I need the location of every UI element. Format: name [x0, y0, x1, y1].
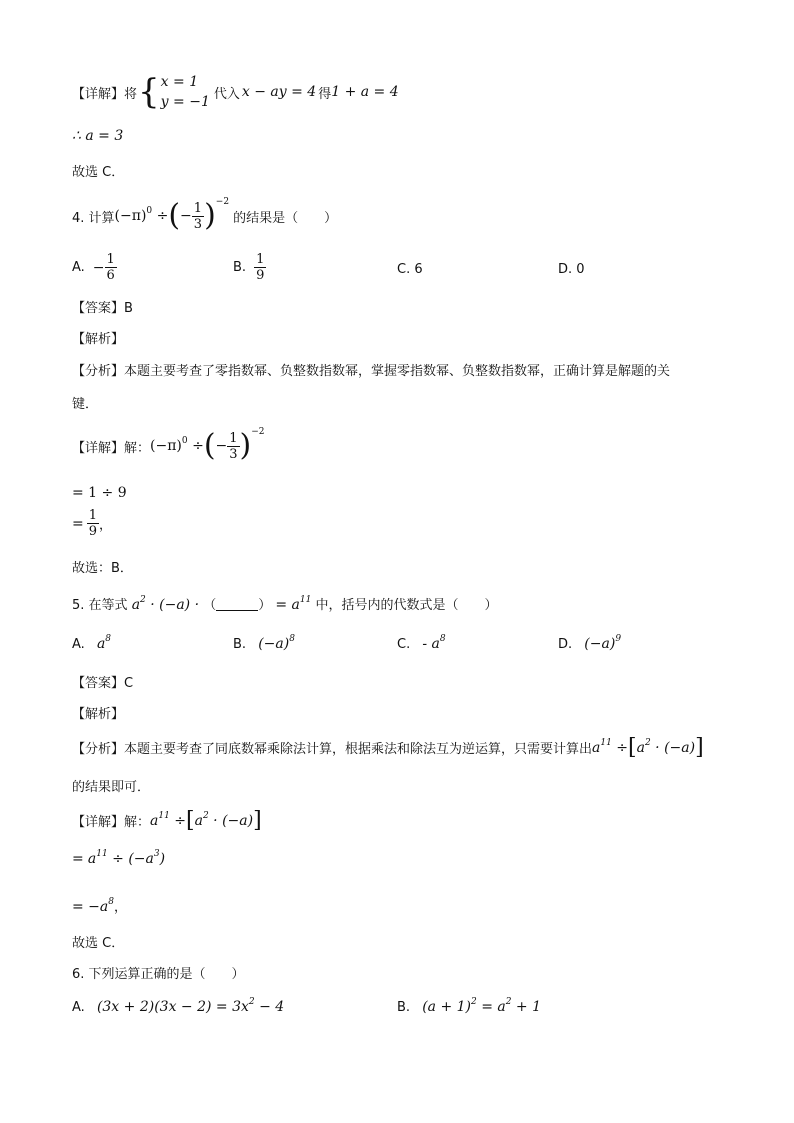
equation-1: x − ay = 4	[241, 84, 317, 100]
q5-blank	[216, 598, 258, 611]
q5-analysis-line-1: 【分析】 本题主要考查了同底数幂乘除法计算，根据乘法和除法互为逆运算，只需要计算出 $a^{11}$ ÷ [ $a^2 \cdot (-a)$ ]	[72, 735, 704, 760]
q4-prefix: 4. 计算	[72, 210, 115, 226]
q4-step-1: = 1 ÷ 9	[72, 485, 127, 501]
q4-minus: −	[180, 208, 192, 224]
question-5: 5. 在等式 $a^2 \cdot (-a)$ · （ ） = $a^{11}$ 中，括号内的代数式是（ ）	[72, 595, 498, 613]
detail-line-1	[72, 72, 399, 112]
system-row-1: x = 1	[160, 74, 199, 90]
q5-jiexi: 【解析】	[72, 707, 125, 722]
q4-fraction: $\frac{1}{3}$	[193, 200, 203, 232]
q4-option-c: C. 6	[397, 262, 423, 277]
question-4	[72, 196, 337, 236]
q4-answer: 【答案】B	[72, 301, 133, 316]
q4-option-b-fraction: $\frac{1}{9}$	[256, 252, 265, 283]
q5-option-b: B. $(-a)^8$	[233, 634, 295, 652]
q6-option-a: A. $(3x + 2)(3x - 2) = 3x^2 - 4$	[72, 997, 285, 1015]
q4-option-a: A. − $\frac{1}{6}$	[72, 252, 115, 283]
q5-choose: 故选 C．	[72, 936, 125, 951]
question-6: 6. 下列运算正确的是（ ）	[72, 967, 245, 982]
choose-line-1: 故选 C．	[72, 165, 125, 180]
q4-option-a-fraction: $\frac{1}{6}$	[106, 252, 115, 283]
dairu-text: 代入	[213, 86, 240, 102]
q5-option-c: C. - $a^8$	[397, 634, 446, 652]
q4-step-2: = $\frac{1}{9}$ ，	[72, 508, 113, 539]
q5-step-3: = $-a^8$，	[72, 897, 128, 915]
jiang-text: 将	[124, 86, 138, 102]
de-text: 得	[318, 86, 332, 102]
q4-analysis-line-2: 键．	[72, 397, 99, 412]
q4-right-paren: )	[204, 198, 216, 233]
q4-detail-fraction: $\frac{1}{3}$	[229, 430, 238, 462]
q4-exponent: −2	[215, 197, 230, 207]
q4-option-d: D. 0	[558, 262, 585, 277]
q4-analysis-line-1: 【分析】本题主要考查了零指数幂、负整数指数幂，掌握零指数幂、负整数指数幂，正确计算是解题的关	[72, 364, 671, 379]
q5-step-2: = $a^{11} \div (-a^3)$	[72, 849, 166, 867]
q5-analysis-line-2: 的结果即可．	[72, 780, 151, 795]
system-brace: {	[138, 72, 160, 112]
q4-left-paren: (	[168, 198, 181, 233]
q4-detail: 【详解】 解： $(-\pi)^0$ ÷ ( − $\frac{1}{3}$ ) −2	[72, 427, 265, 463]
equation-2: 1 + a = 4	[331, 84, 399, 100]
detail-label: 【详解】	[72, 86, 125, 102]
q4-option-b: B. $\frac{1}{9}$	[233, 252, 265, 283]
equation-system	[161, 72, 210, 112]
q5-option-a: A. $a^8$	[72, 634, 112, 652]
q5-detail: 【详解】 解： $a^{11}$ ÷ [ $a^2 \cdot (-a)$ ]	[72, 808, 262, 833]
system-row-2: y = −1	[160, 94, 210, 110]
q6-option-b: B. $(a + 1)^2 = a^2 + 1$	[397, 997, 542, 1015]
q4-jiexi: 【解析】	[72, 332, 125, 347]
q4-choose: 故选：B．	[72, 561, 133, 576]
q4-suffix: 的结果是（ ）	[233, 210, 338, 226]
q4-expr-part1: $(-\pi)^0$ ÷	[114, 206, 169, 224]
therefore-line: ∴ a = 3	[72, 128, 124, 144]
q5-answer: 【答案】C	[72, 676, 134, 691]
q5-option-d: D. $(-a)^9$	[558, 634, 622, 652]
q4-step-2-fraction: $\frac{1}{9}$	[88, 508, 98, 539]
